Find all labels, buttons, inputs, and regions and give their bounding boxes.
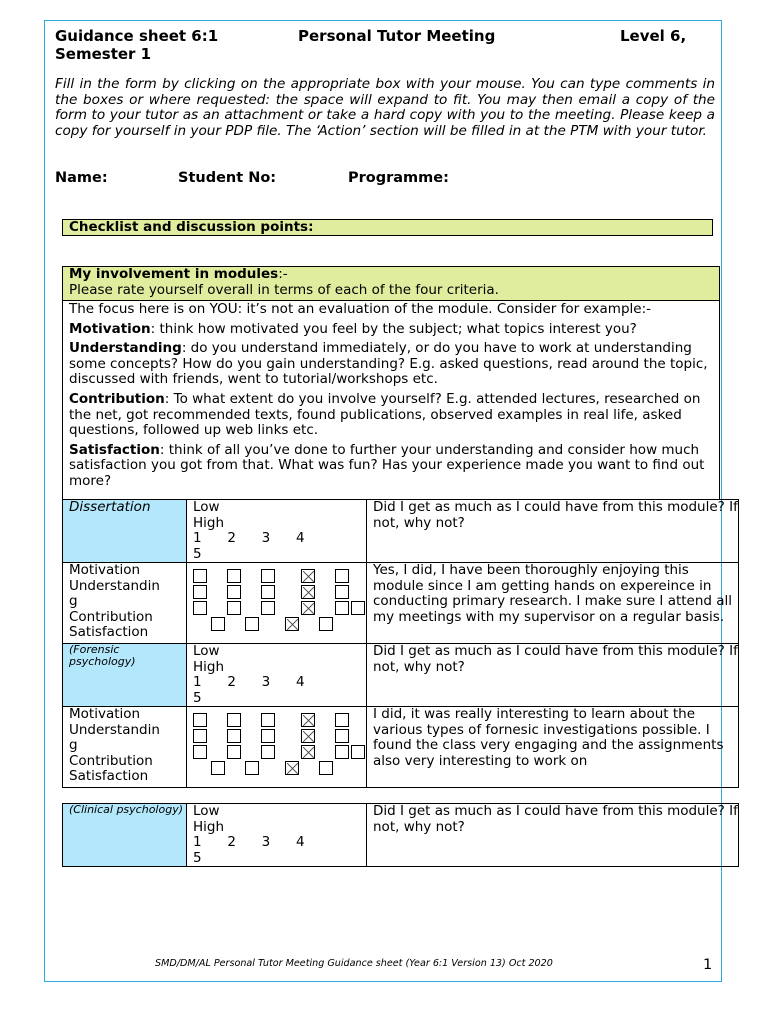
satisfaction-rating-2-checkbox[interactable] xyxy=(245,761,259,775)
guidance-sheet-label: Guidance sheet 6:1 Semester 1 xyxy=(55,27,219,63)
rating-scale-cell: Low High 1 2 3 4 5 xyxy=(187,644,367,707)
contribution-extra-checkbox[interactable] xyxy=(351,601,365,615)
module-comment[interactable]: Yes, I did, I have been thoroughly enjoying this module since I am getting hands on expereince in conducting primary research. I make sure I attend all my meetings with my supervisor on a regular basis. xyxy=(367,563,739,644)
rating-checkboxes xyxy=(187,563,367,644)
module-name-cell: (Clinical psychology) xyxy=(63,804,187,867)
satisfaction-rating-2-checkbox[interactable] xyxy=(245,617,259,631)
contribution-rating-5-checkbox[interactable] xyxy=(335,745,349,759)
motivation-rating-3-checkbox[interactable] xyxy=(261,569,275,583)
module-question: Did I get as much as I could have from this module? If not, why not? xyxy=(367,804,739,867)
contribution-rating-4-checkbox[interactable] xyxy=(301,745,315,759)
understanding-rating-5-checkbox[interactable] xyxy=(335,585,349,599)
module-header-row xyxy=(63,644,739,707)
student-no-field-label: Student No: xyxy=(178,170,277,186)
programme-field-label: Programme: xyxy=(348,170,449,186)
satisfaction-rating-1-checkbox[interactable] xyxy=(211,761,225,775)
motivation-rating-4-checkbox[interactable] xyxy=(301,713,315,727)
criterion-understanding: Understanding: do you understand immediately, or do you have to work at understanding some concepts? How do you gain understanding? E.g. asked questions, read around the topic, discussed with friends, went to tutorial/workshops etc. xyxy=(69,340,708,388)
rating-checkboxes xyxy=(187,707,367,788)
understanding-rating-4-checkbox[interactable] xyxy=(301,729,315,743)
motivation-rating-5-checkbox[interactable] xyxy=(335,713,349,727)
motivation-rating-4-checkbox[interactable] xyxy=(301,569,315,583)
module-name-cell: (Forensic psychology) xyxy=(63,644,187,707)
satisfaction-rating-3-checkbox[interactable] xyxy=(285,761,299,775)
contribution-rating-2-checkbox[interactable] xyxy=(227,601,241,615)
understanding-rating-1-checkbox[interactable] xyxy=(193,729,207,743)
criterion-contribution: Contribution: To what extent do you involve yourself? E.g. attended lectures, researched on the net, got recommended texts, found publications, observed examples in real life, asked questions, followed up web links etc. xyxy=(69,390,701,439)
instructions-text: Fill in the form by clicking on the appropriate box with your mouse. You can type comments in the boxes or where requested: the space will expand to fit. You may then email a copy of the form to your tutor as an attachment or take a hard copy with you to the meeting. Please keep a copy for yourself in your PDP file. The ‘Action’ section will be filled in at the PTM with your tutor. xyxy=(55,76,715,139)
motivation-rating-3-checkbox[interactable] xyxy=(261,713,275,727)
criterion-motivation: Motivation: think how motivated you feel by the subject; what topics interest you? xyxy=(69,320,637,337)
understanding-rating-5-checkbox[interactable] xyxy=(335,729,349,743)
module-question: Did I get as much as I could have from this module? If not, why not? xyxy=(367,500,739,563)
contribution-rating-3-checkbox[interactable] xyxy=(261,601,275,615)
satisfaction-rating-4-checkbox[interactable] xyxy=(319,761,333,775)
involvement-title: My involvement in modules xyxy=(69,266,279,282)
level-label: Level 6, xyxy=(620,27,687,45)
rating-scale-cell: Low High 1 2 3 4 5 xyxy=(187,804,367,867)
involvement-section xyxy=(62,266,720,500)
criteria-labels: Motivation Understandin g Contribution Satisfaction xyxy=(63,563,187,644)
contribution-rating-3-checkbox[interactable] xyxy=(261,745,275,759)
module-header-row xyxy=(63,500,739,563)
checklist-heading: Checklist and discussion points: xyxy=(62,219,713,236)
contribution-rating-1-checkbox[interactable] xyxy=(193,601,207,615)
module-question: Did I get as much as I could have from this module? If not, why not? xyxy=(367,644,739,707)
module-header-row xyxy=(63,804,739,867)
module-name-cell: Dissertation xyxy=(63,500,187,563)
understanding-rating-2-checkbox[interactable] xyxy=(227,729,241,743)
footer-reference: SMD/DM/AL Personal Tutor Meeting Guidance sheet (Year 6:1 Version 13) Oct 2020 xyxy=(155,958,553,969)
module-comment[interactable]: I did, it was really interesting to learn about the various types of fornesic investigations possible. I found the class very engaging and the assignments also very interesting to work on xyxy=(367,707,739,788)
module-ratings-table-clinical xyxy=(62,803,739,867)
understanding-rating-1-checkbox[interactable] xyxy=(193,585,207,599)
module-ratings-table xyxy=(62,499,739,788)
satisfaction-rating-1-checkbox[interactable] xyxy=(211,617,225,631)
involvement-header: My involvement in modules:- Please rate yourself overall in terms of each of the four criteria. xyxy=(63,267,719,301)
motivation-rating-2-checkbox[interactable] xyxy=(227,569,241,583)
name-field-label: Name: xyxy=(55,170,108,186)
motivation-rating-1-checkbox[interactable] xyxy=(193,713,207,727)
motivation-rating-2-checkbox[interactable] xyxy=(227,713,241,727)
understanding-rating-2-checkbox[interactable] xyxy=(227,585,241,599)
page-title: Personal Tutor Meeting xyxy=(298,27,496,45)
motivation-rating-1-checkbox[interactable] xyxy=(193,569,207,583)
contribution-rating-4-checkbox[interactable] xyxy=(301,601,315,615)
contribution-rating-5-checkbox[interactable] xyxy=(335,601,349,615)
understanding-rating-4-checkbox[interactable] xyxy=(301,585,315,599)
understanding-rating-3-checkbox[interactable] xyxy=(261,585,275,599)
criterion-satisfaction: Satisfaction: think of all you’ve done to further your understanding and consider how much satisfaction you got from that. What was fun? Has your experience made you want to find out more? xyxy=(69,441,705,489)
criteria-labels: Motivation Understandin g Contribution Satisfaction xyxy=(63,707,187,788)
contribution-rating-1-checkbox[interactable] xyxy=(193,745,207,759)
page-number: 1 xyxy=(703,957,713,973)
module-rating-row xyxy=(63,563,739,644)
satisfaction-rating-3-checkbox[interactable] xyxy=(285,617,299,631)
rating-scale-cell: Low High 1 2 3 4 5 xyxy=(187,500,367,563)
understanding-rating-3-checkbox[interactable] xyxy=(261,729,275,743)
satisfaction-rating-4-checkbox[interactable] xyxy=(319,617,333,631)
contribution-extra-checkbox[interactable] xyxy=(351,745,365,759)
module-rating-row xyxy=(63,707,739,788)
involvement-subtitle: Please rate yourself overall in terms of each of the four criteria. xyxy=(69,281,499,298)
contribution-rating-2-checkbox[interactable] xyxy=(227,745,241,759)
focus-text: The focus here is on YOU: it’s not an evaluation of the module. Consider for example:- xyxy=(69,301,651,317)
motivation-rating-5-checkbox[interactable] xyxy=(335,569,349,583)
